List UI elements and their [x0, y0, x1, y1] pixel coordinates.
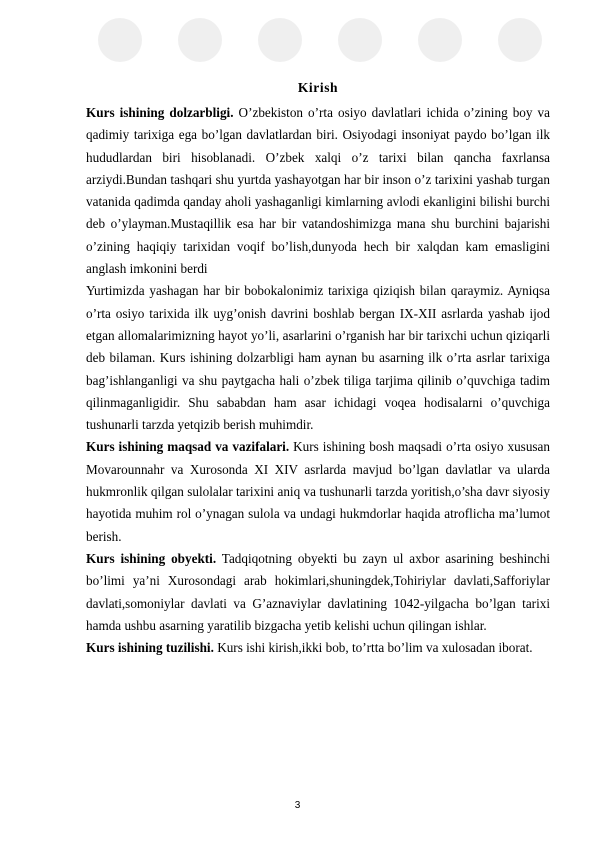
paragraph-relevance — [86, 102, 550, 280]
paragraph-interest — [86, 280, 550, 436]
paragraph-text: Kurs ishining bosh maqsadi o’rta osiyo xususan Movarounnahr va Xurosonda XI XIV asrlarda mavjud bo’lgan davlatlar va ularda hukmronlik qilgan sulolalar tarixini aniq va tushunarli tarzda yoritish,o’sha davr siyosiy hayotida muhim rol o’ynagan sulola va undagi hukmdorlar haqida atroflicha ma’lumot berish. — [86, 439, 550, 544]
paragraph-lead: Kurs ishining obyekti. — [86, 550, 217, 566]
document-page — [86, 76, 550, 659]
paragraph-text: Tadqiqotning obyekti bu zayn ul axbor asarining beshinchi bo’limi ya’ni Xurosondagi arab hokimlari,shuningdek,Tohiriylar davlati,Safforiylar davlati,somoniylar davlati va G’aznaviylar davlatining 1042-yilgacha bo’lgan tarixi hamda ushbu asarning yaratilib bizgacha yetib kelishi uchun qilingan ishlar. — [86, 550, 551, 633]
page-number: 3 — [294, 800, 301, 811]
paragraph-goals — [86, 436, 550, 547]
paragraph-object — [86, 548, 550, 637]
paragraph-lead: Kurs ishining maqsad va vazifalari. — [86, 439, 290, 455]
page-title: Kirish — [297, 80, 339, 95]
paragraph-text: Kurs ishi kirish,ikki bob, to’rtta bo’lim va xulosadan iborat. — [213, 640, 533, 656]
paragraph-lead: Kurs ishining tuzilishi. — [86, 640, 214, 656]
paragraph-lead: Kurs ishining dolzarbligi. — [86, 105, 234, 120]
paragraph-text: O’zbekiston o’rta osiyo davlatlari ichida o’zining boy va qadimiy tarixiga ega bo’lgan davlatlardan biri. Osiyodagi insoniyat paydo bo’lgan ilk hududlardan biri hisoblanadi. O’zbek xalqi o’z tarixi bilan qancha faxrlansa arziydi.Bundan tashqari shu yurtda yashayotgan har bir inson o’z tarixini yashab turgan vatanida qadimda qanday aholi yashaganligi kimlarning avlodi ekanligini bilishi burchi deb o’ylayman.Mustaqillik esa har bir vatandoshimizga mana shu burchini bajarishi o’zining haqiqiy tarixidan voqif bo’lish,dunyoda hech bir xalqdan kam emasligini anglash imkonini berdi — [86, 105, 550, 277]
paragraph-text: Yurtimizda yashagan har bir bobokalonimiz tarixiga qiziqish bilan qaraymiz. Ayniqsa o’rta osiyo tarixida ilk uyg’onish davrini boshlab bergan IX-XII asrlarda yashab ijod etgan allomalarimizning hayot yo’li, asarlarini o’rganish har bir tarixchi uchun qiziqarli deb bilaman. Kurs ishining dolzarbligi ham aynan bu asarning ilk o’rta asrlar tarixiga bag’ishlanganligi va shu paytgacha hali o’zbek tiliga tarjima qilinib o’quvchiga tadim qilinmaganligidir. Shu sababdan ham asar ichidagi voqea hodisalarni o’quvchiga tushunarli tarzda yetqizib berish muhimdir. — [86, 283, 550, 433]
paragraph-structure — [86, 637, 550, 659]
